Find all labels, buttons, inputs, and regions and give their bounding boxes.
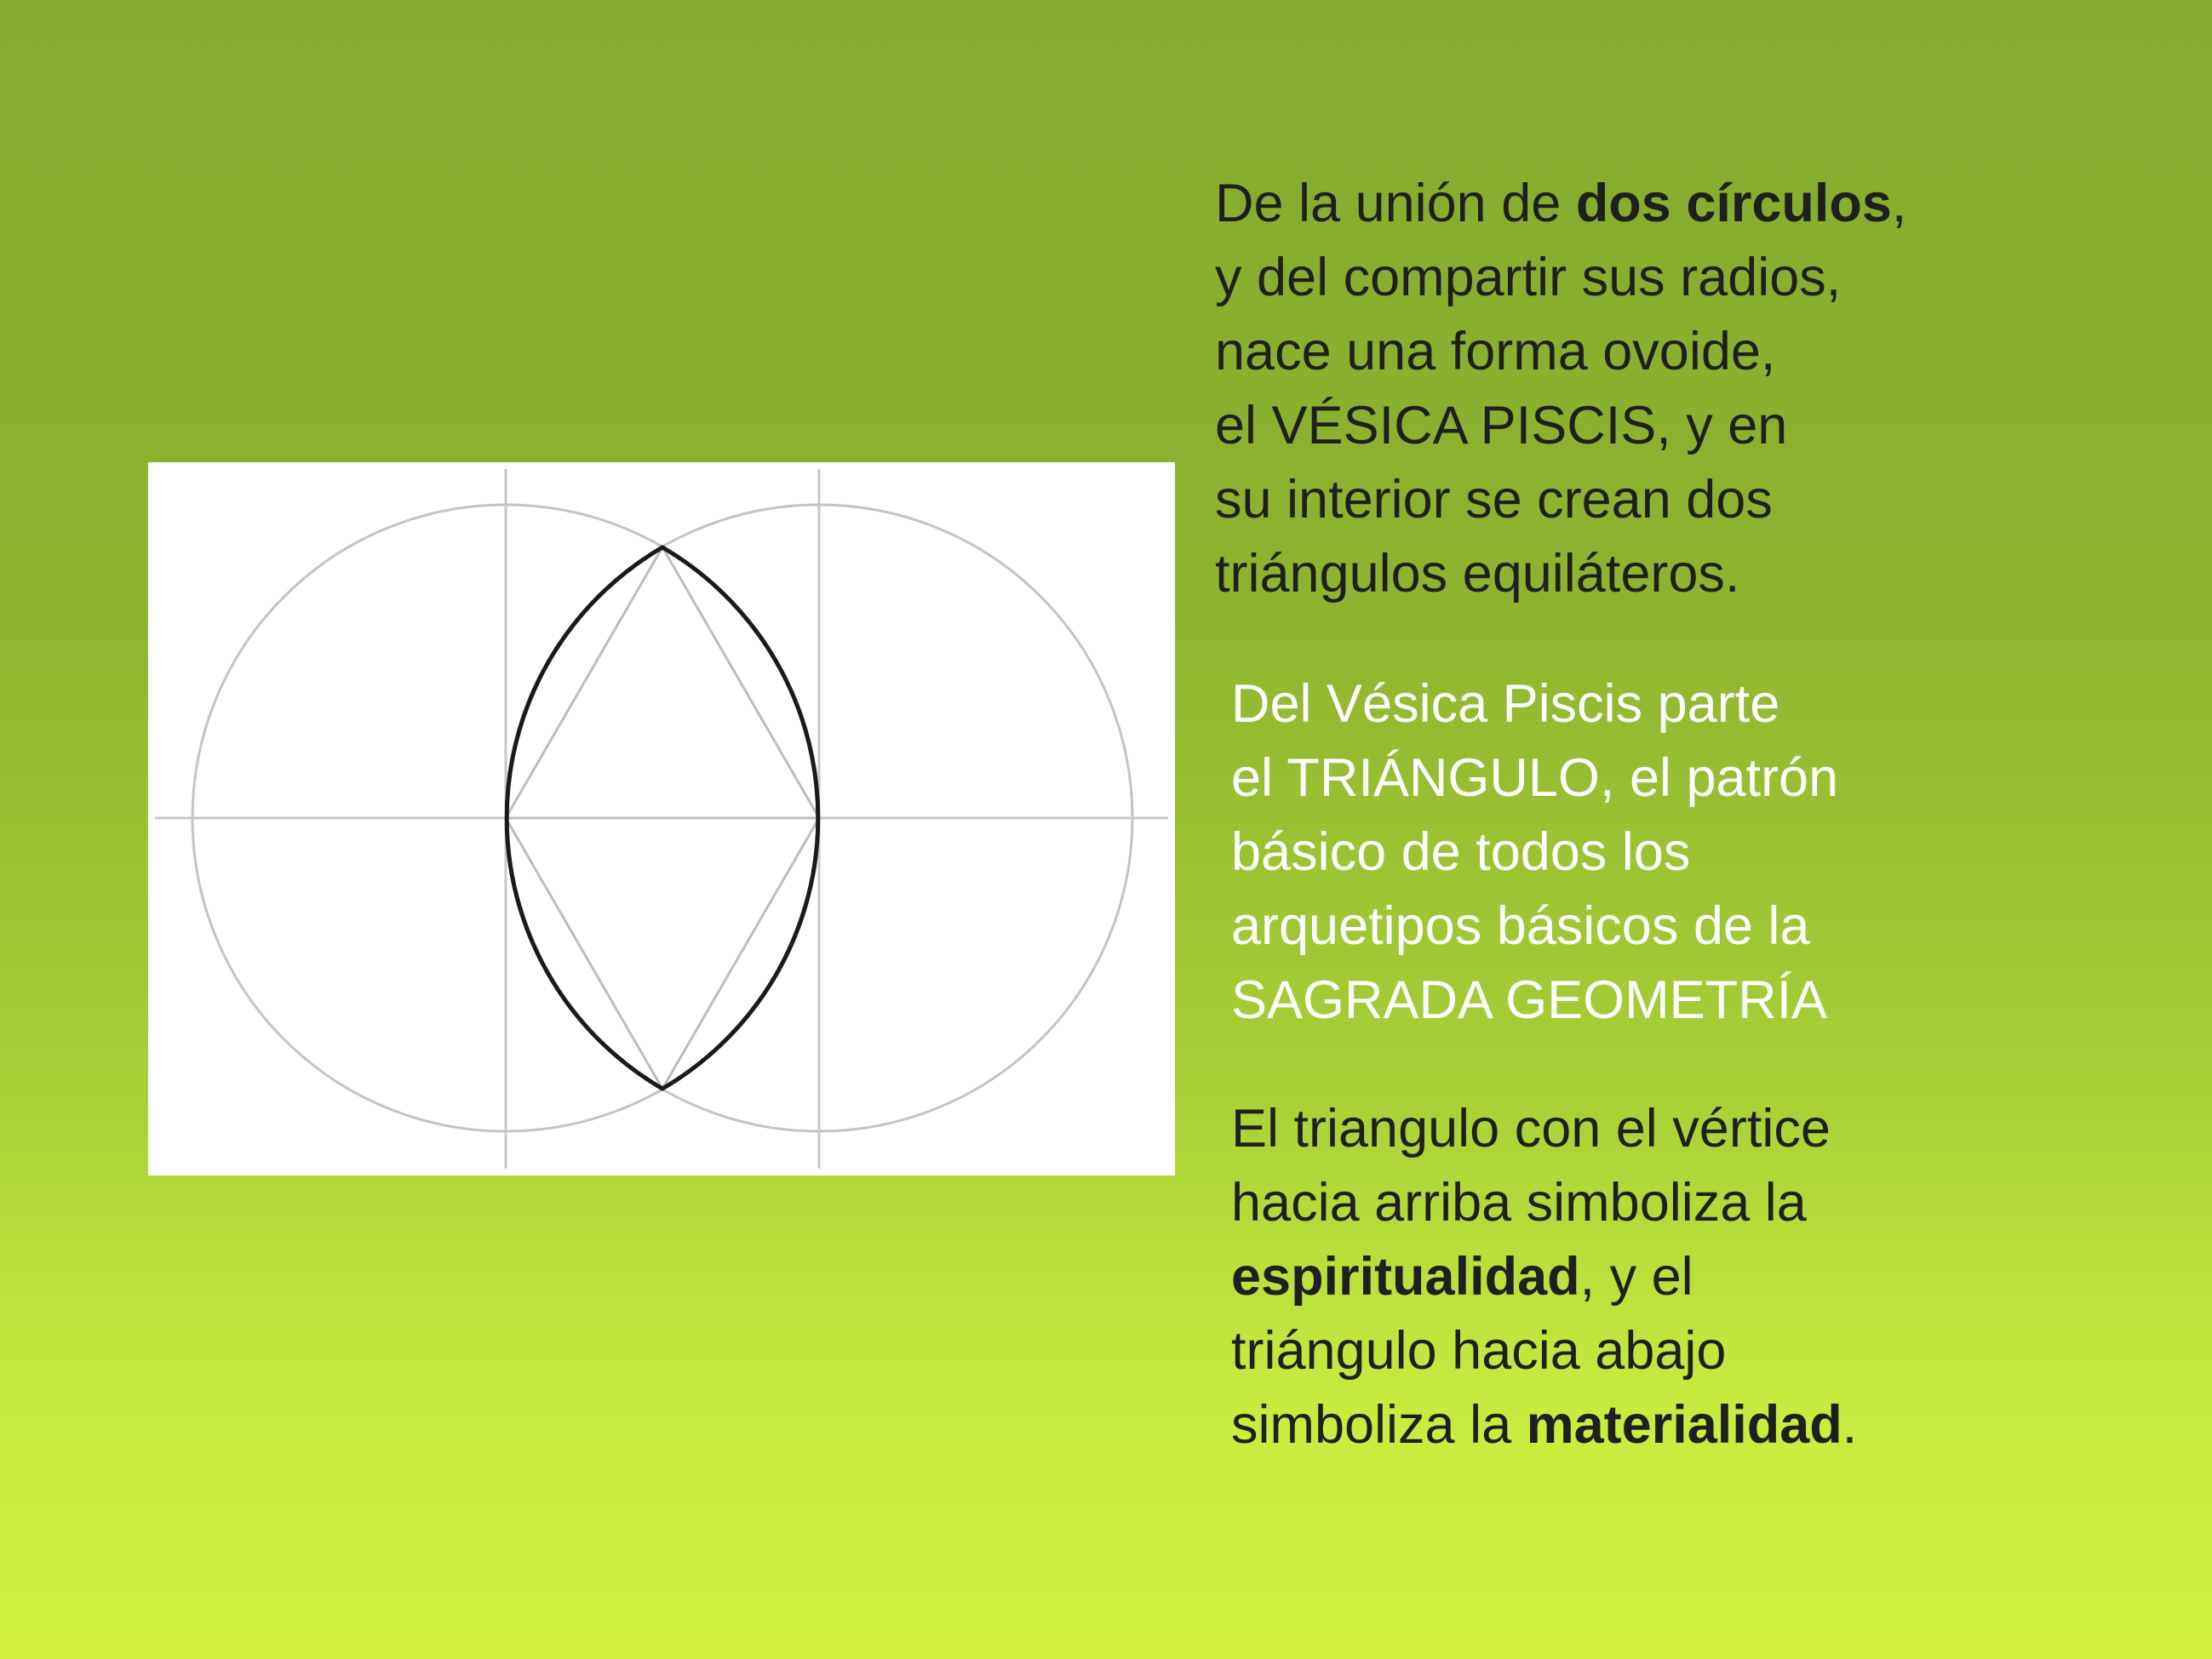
symbolism-paragraph: [1231, 1092, 1857, 1462]
downward-triangle: [506, 818, 819, 1089]
intro-line-4: el VÉSICA PISCIS, y en: [1215, 396, 1788, 455]
intro-line-1-bold: dos círculos: [1575, 174, 1892, 233]
intro-paragraph: [1215, 167, 1906, 611]
triangle-line-1: Del Vésica Piscis parte: [1231, 674, 1780, 734]
intro-line-6: triángulos equiláteros.: [1215, 544, 1740, 604]
intro-line-3: nace una forma ovoide,: [1215, 322, 1776, 381]
triangle-paragraph: [1231, 667, 1838, 1038]
symbolism-line-5-period: .: [1842, 1395, 1858, 1455]
symbolism-line-3-bold: espiritualidad: [1231, 1247, 1580, 1307]
intro-line-5: su interior se crean dos: [1215, 470, 1773, 529]
vesica-piscis-diagram: [148, 462, 1175, 1176]
triangle-line-3: básico de todos los: [1231, 822, 1691, 882]
intro-line-1: [1215, 167, 1906, 241]
symbolism-line-5-bold: materialidad: [1526, 1395, 1842, 1455]
triangle-line-5: SAGRADA GEOMETRÍA: [1231, 970, 1828, 1030]
triangle-line-4: arquetipos básicos de la: [1231, 896, 1810, 956]
intro-line-2: y del compartir sus radios,: [1215, 248, 1842, 307]
upward-triangle: [506, 547, 819, 818]
symbolism-line-3-text: , y el: [1579, 1247, 1693, 1307]
symbolism-line-3: [1231, 1240, 1857, 1314]
symbolism-line-5-text: simboliza la: [1231, 1395, 1527, 1455]
intro-line-1-text: De la unión de: [1215, 174, 1576, 233]
triangle-line-2: el TRIÁNGULO, el patrón: [1231, 748, 1839, 808]
symbolism-line-2: hacia arriba simboliza la: [1231, 1173, 1807, 1233]
symbolism-line-1: El triangulo con el vértice: [1231, 1099, 1831, 1158]
vesica-piscis-drawing: [148, 462, 1175, 1176]
symbolism-line-5: [1231, 1388, 1857, 1462]
symbolism-line-4: triángulo hacia abajo: [1231, 1321, 1727, 1381]
intro-line-1-comma: ,: [1891, 174, 1907, 233]
